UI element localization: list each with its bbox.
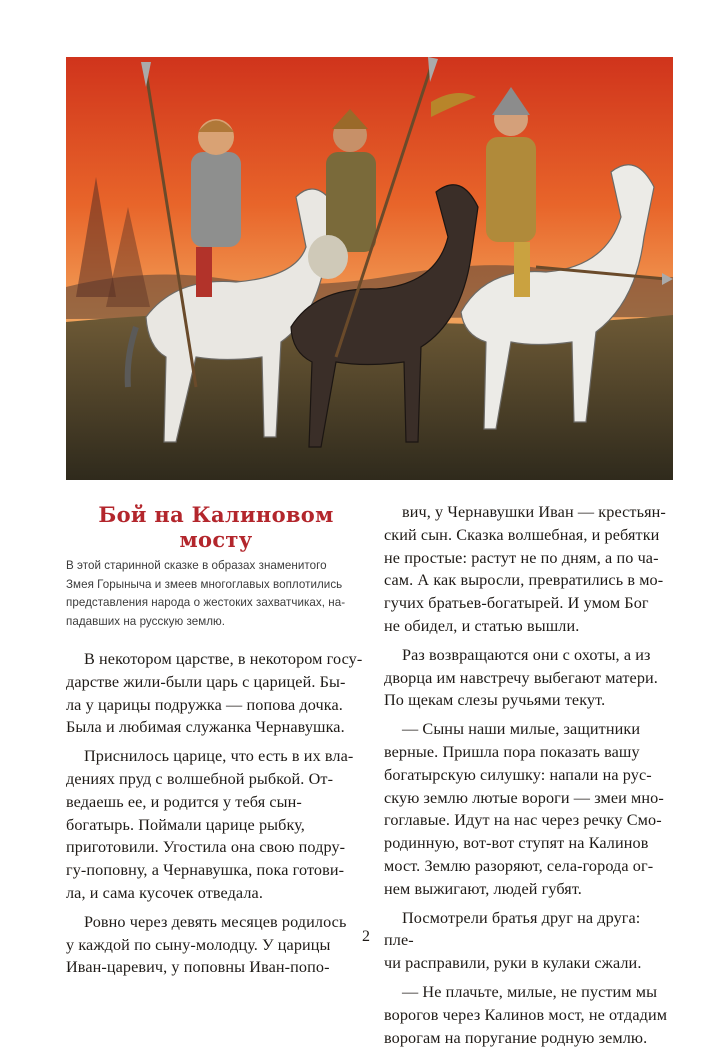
paragraph (66, 911, 366, 979)
lead-line: падавших на русскую землю. (66, 614, 226, 628)
title-line-2: мосту (179, 527, 253, 552)
lead-line: представления народа о жестоких захватчиках, на- (66, 596, 346, 609)
text-line: приготовили. Угостила она свою подру- (66, 838, 346, 857)
paragraph (384, 644, 674, 712)
text-line: ла, и сама кусочек отведала. (66, 883, 263, 902)
text-line: Приснилось царице, что есть в их вла- (84, 747, 354, 766)
text-line: — Не плачьте, милые, не пустим мы (402, 982, 658, 1001)
text-line: Посмотрели братья друг на друга: пле- (384, 908, 641, 950)
text-line: у каждой по сыну-молодцу. У царицы (66, 935, 331, 954)
text-line: богатырь. Поймали царице рыбку, (66, 815, 305, 834)
paragraph (384, 981, 674, 1049)
paragraph (66, 648, 366, 739)
lead-line: Змея Горыныча и змеев многоглавых воплотились (66, 577, 343, 591)
three-warriors-on-horses-icon (66, 57, 673, 480)
text-line: Иван-царевич, у поповны Иван-попо- (66, 958, 330, 977)
text-line: гу-поповну, а Чернавушка, пока готови- (66, 861, 345, 880)
text-line: ворогам на поругание родную землю. (384, 1028, 648, 1047)
page-number: 2 (362, 928, 370, 945)
text-line: вич, у Чернавушки Иван — крестьян- (402, 503, 666, 521)
text-line: нем выжигают, людей губят. (384, 879, 582, 898)
text-line: ский сын. Сказка волшебная, и ребятки (384, 525, 660, 544)
text-column-left (66, 648, 366, 985)
text-line: скую землю лютые вороги — змеи мно- (384, 788, 664, 807)
lead-line: В этой старинной сказке в образах знаменитого (66, 559, 327, 572)
paragraph (66, 745, 366, 905)
text-line: чи расправили, руки в кулаки сжали. (384, 954, 642, 973)
article-title (66, 502, 366, 552)
text-line: верные. Пришла пора показать вашу (384, 742, 640, 761)
lead-paragraph (66, 557, 366, 631)
paragraph (384, 907, 674, 975)
text-line: сам. А как выросли, превратились в мо- (384, 571, 664, 590)
paragraph (384, 718, 674, 900)
text-line: не простые: растут не по дням, а по ча- (384, 548, 659, 567)
text-line: мост. Землю разоряют, села-города ог- (384, 856, 654, 875)
text-line: не обидел, и статью вышли. (384, 616, 580, 635)
text-line: Ровно через девять месяцев родилось (84, 912, 347, 931)
text-line: ворогов через Калинов мост, не отдадим (384, 1005, 668, 1024)
text-line: В некотором царстве, в некотором госу- (84, 650, 363, 668)
text-line: дениях пруд с волшебной рыбкой. От- (66, 769, 334, 788)
text-line: Раз возвращаются они с охоты, а из (402, 645, 651, 664)
text-line: дарстве жили-были царь с царицей. Бы- (66, 672, 346, 691)
text-line: ла у царицы подружка — попова дочка. (66, 695, 343, 714)
title-line-1: Бой на Калиновом (98, 502, 334, 527)
text-line: гоглавые. Идут на нас через речку Смо- (384, 811, 662, 830)
paragraph (384, 501, 674, 638)
text-line: родинную, вот-вот ступят на Калинов (384, 834, 649, 853)
text-line: Была и любимая служанка Чернавушка. (66, 718, 345, 737)
text-line: дворца им навстречу выбегают матери. (384, 668, 658, 687)
illustration-three-bogatyrs (66, 57, 673, 480)
text-line: богатырскую силушку: напали на рус- (384, 765, 652, 784)
text-line: ведаешь ее, и родится у тебя сын- (66, 792, 302, 811)
text-line: гучих братьев-богатырей. И умом Бог (384, 594, 649, 613)
text-line: — Сыны наши милые, защитники (402, 720, 641, 739)
text-line: По щекам слезы ручьями текут. (384, 691, 606, 710)
text-column-right (384, 501, 674, 1055)
